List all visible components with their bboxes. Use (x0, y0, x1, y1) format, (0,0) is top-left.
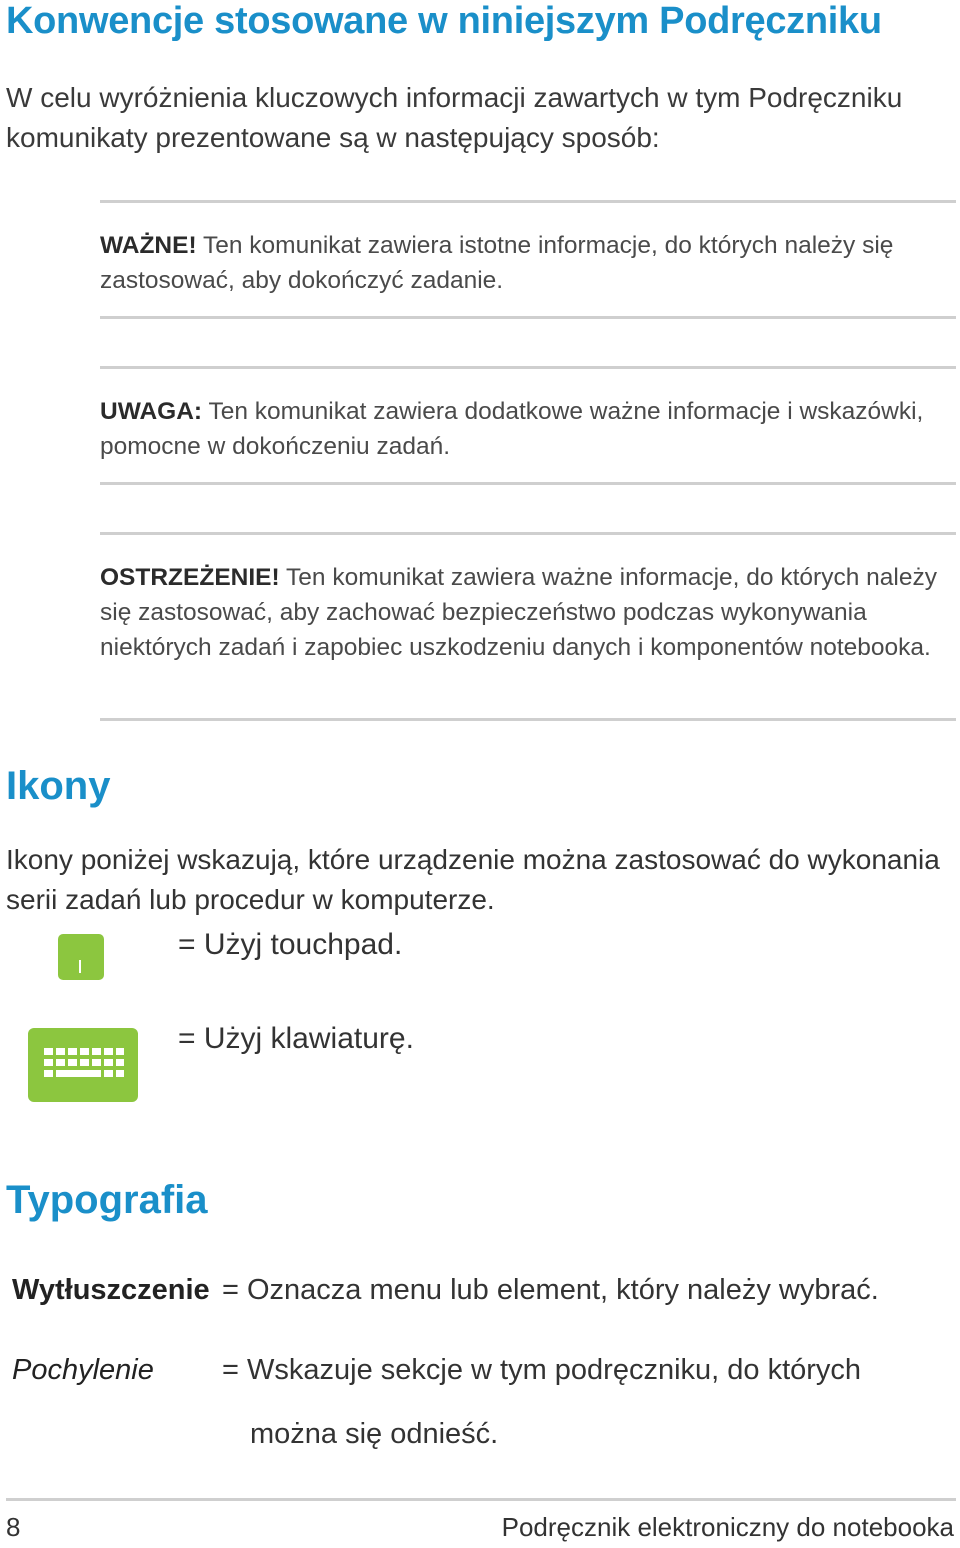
notice-important (100, 228, 950, 298)
italic-definition-continued: można się odnieść. (250, 1418, 499, 1450)
icons-heading: Ikony (6, 764, 111, 808)
notice-text: Ten komunikat zawiera ważne informacje, do których należy się zastosować, aby zachować bezpieczeństwo podczas wykonywania niektórych zadań i zapobiec uszkodzeniu danych i komponentów notebooka. (100, 564, 937, 661)
notice-note (100, 394, 950, 464)
bold-term: Wytłuszczenie (12, 1274, 210, 1306)
keyboard-label: = Użyj klawiaturę. (178, 1022, 414, 1055)
notice-text: Ten komunikat zawiera dodatkowe ważne informacje i wskazówki, pomocne w dokończeniu zadań. (100, 398, 924, 460)
notice-text: Ten komunikat zawiera istotne informacje, do których należy się zastosować, aby dokończyć zadanie. (100, 232, 894, 294)
notice-bottom-divider (100, 482, 956, 485)
notice-bottom-divider (100, 316, 956, 319)
bold-definition: = Oznacza menu lub element, który należy wybrać. (222, 1274, 879, 1306)
notice-top-divider (100, 200, 956, 203)
keyboard-icon (28, 1028, 138, 1102)
notice-top-divider (100, 366, 956, 369)
notice-warning (100, 560, 950, 665)
italic-term: Pochylenie (12, 1354, 154, 1386)
page-title: Konwencje stosowane w niniejszym Podręczniku (6, 0, 882, 42)
document-title: Podręcznik elektroniczny do notebooka (501, 1512, 954, 1542)
italic-definition: = Wskazuje sekcje w tym podręczniku, do których (222, 1354, 862, 1386)
page-number: 8 (6, 1512, 21, 1542)
notice-label: UWAGA: (100, 398, 203, 425)
notice-label: WAŻNE! (100, 232, 197, 259)
icons-description: Ikony poniżej wskazują, które urządzenie można zastosować do wykonania serii zadań lub procedur w komputerze. (6, 844, 940, 915)
touchpad-label: = Użyj touchpad. (178, 928, 403, 961)
notice-top-divider (100, 532, 956, 535)
notice-bottom-divider (100, 718, 956, 721)
footer-divider (6, 1498, 956, 1501)
notice-label: OSTRZEŻENIE! (100, 564, 280, 591)
touchpad-icon (58, 934, 104, 980)
intro-paragraph: W celu wyróżnienia kluczowych informacji zawartych w tym Podręczniku komunikaty prezentowane są w następujący sposób: (6, 82, 903, 153)
typography-heading: Typografia (6, 1178, 208, 1222)
